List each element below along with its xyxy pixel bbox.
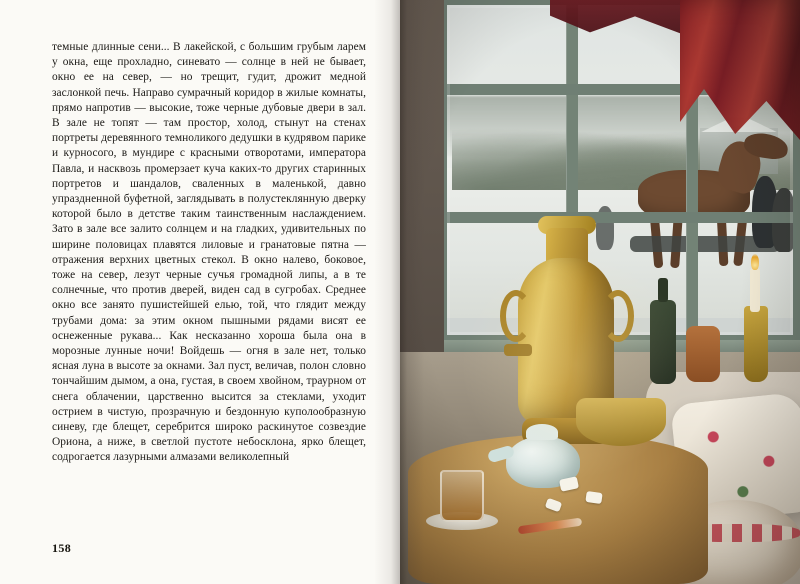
samovar-tap [504, 344, 532, 356]
candle [750, 268, 760, 312]
samovar-handle [500, 290, 532, 342]
clay-jug [686, 326, 720, 382]
page-body-text: темные длинные сени... В лакейской, с большим грубым ларем у окна, еще прохладно, синевато — солнце в ней не бывает, окно ее на север, — но трещит, гудит, дрожит медной заслонкой печь. Направо сумрачный коридор в жилые комнаты, прямо напротив — высокие, тоже черные дубовые двери в зал. В зале не топят — там простор, холод, стынут на стенах портреты деревянного темноликого дедушки в кудрявом парике и курносого, в мундире с красными отворотами, императора Павла, и насквозь промерзает куча каких-то других старинных портретов и шандалов, сваленных в маленькой, давно упраздненной буфетной, заглядывать в полустеклянную дверку которой было в детстве таким таинственным наслаждением. Зато в зале все залито солнцем и на гладких, удивительных по ширине половицах плавятся лиловые и гранатовые пятна — отражения верхних цветных стекол. В окно налево, боковое, тоже на север, лезут черные сучья громадной липы, а в те солнечные, что против дверей, виден сад в сугробах. Среднее окно все занято пушистейшей елью, той, что глядит между трубами дома: за этим окном пышными рядами висят ее оснеженные рукава... Как несказанно хороша была она в морозные лунные ночи! Войдешь — огня в зале нет, только ясная луна в высоте за окнами. Зал пуст, величав, полон словно тончайшим дымом, а она, густая, в своем хвойном, траурном от снега облачении, царственно высится за стеклами, уходит острием в чистую, прозрачную и бездонную куполообразную синеву, где блещет, серебрится широко раскинутое созвездие Ориона, а ниже, в светлой пустоте небосклона, ярко блещет, содрогается лазурными алмазами великолепный [52, 41, 366, 464]
brass-bowl [576, 398, 666, 446]
candlestick [744, 306, 768, 382]
tea-glass [440, 470, 484, 522]
illustration-canvas [400, 0, 800, 584]
dark-bottle [650, 300, 676, 384]
teapot-lid [526, 424, 558, 440]
page-number: 158 [52, 541, 72, 555]
sugar-cube [585, 491, 602, 504]
right-page-illustration [400, 0, 800, 584]
candle-flame-icon [751, 254, 759, 270]
samovar-handle [602, 290, 634, 342]
